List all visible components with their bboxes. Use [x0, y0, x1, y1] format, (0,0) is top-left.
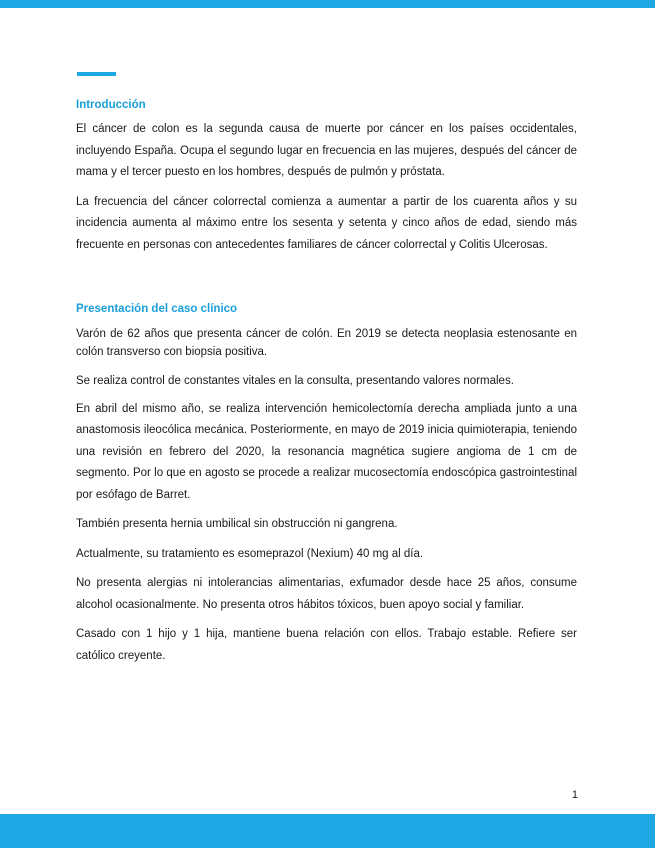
introduction-heading: Introducción	[76, 99, 146, 111]
case-paragraph: Casado con 1 hijo y 1 hija, mantiene buena relación con ellos. Trabajo estable. Refiere ser católico creyente.	[76, 628, 577, 662]
top-accent-bar	[0, 0, 655, 8]
case-paragraph: No presenta alergias ni intolerancias alimentarias, exfumador desde hace 25 años, consume alcohol ocasionalmente. No presenta otros hábitos tóxicos, buen apoyo social y familiar.	[76, 577, 577, 611]
case-paragraph: Varón de 62 años que presenta cáncer de colón. En 2019 se detecta neoplasia estenosante en colón transverso con biopsia positiva.	[76, 328, 577, 358]
case-paragraph: También presenta hernia umbilical sin obstrucción ni gangrena.	[76, 518, 398, 530]
bottom-accent-bar	[0, 814, 655, 848]
document-body	[76, 97, 577, 667]
introduction-paragraph: El cáncer de colon es la segunda causa de muerte por cáncer en los países occidentales, incluyendo España. Ocupa el segundo lugar en frecuencia en las mujeres, después del cáncer de mama y el tercer puesto en los hombres, después de pulmón y próstata.	[76, 123, 577, 178]
title-accent-line	[77, 72, 116, 76]
introduction-paragraph: La frecuencia del cáncer colorrectal comienza a aumentar a partir de los cuarenta años y su incidencia aumenta al máximo entre los sesenta y setenta y cinco años de edad, siendo más frecuente en personas con antecedentes familiares de cáncer colorrectal y Colitis Ulcerosas.	[76, 195, 577, 251]
page-number: 1	[571, 789, 578, 801]
case-paragraph: En abril del mismo año, se realiza intervención hemicolectomía derecha ampliada junto a una anastomosis ileocólica mecánica. Posteriormente, en mayo de 2019 inicia quimioterapia, teniendo una revisión en febrero del 2020, la resonancia magnética sugiere angioma de 1 cm de segmento. Por lo que en agosto se procede a realizar mucosectomía endoscópica gastrointestinal por esófago de Barret.	[76, 402, 577, 501]
case-presentation-heading: Presentación del caso clínico	[76, 303, 238, 315]
case-paragraph: Se realiza control de constantes vitales en la consulta, presentando valores normales.	[76, 375, 514, 387]
case-paragraph: Actualmente, su tratamiento es esomeprazol (Nexium) 40 mg al día.	[76, 547, 424, 560]
